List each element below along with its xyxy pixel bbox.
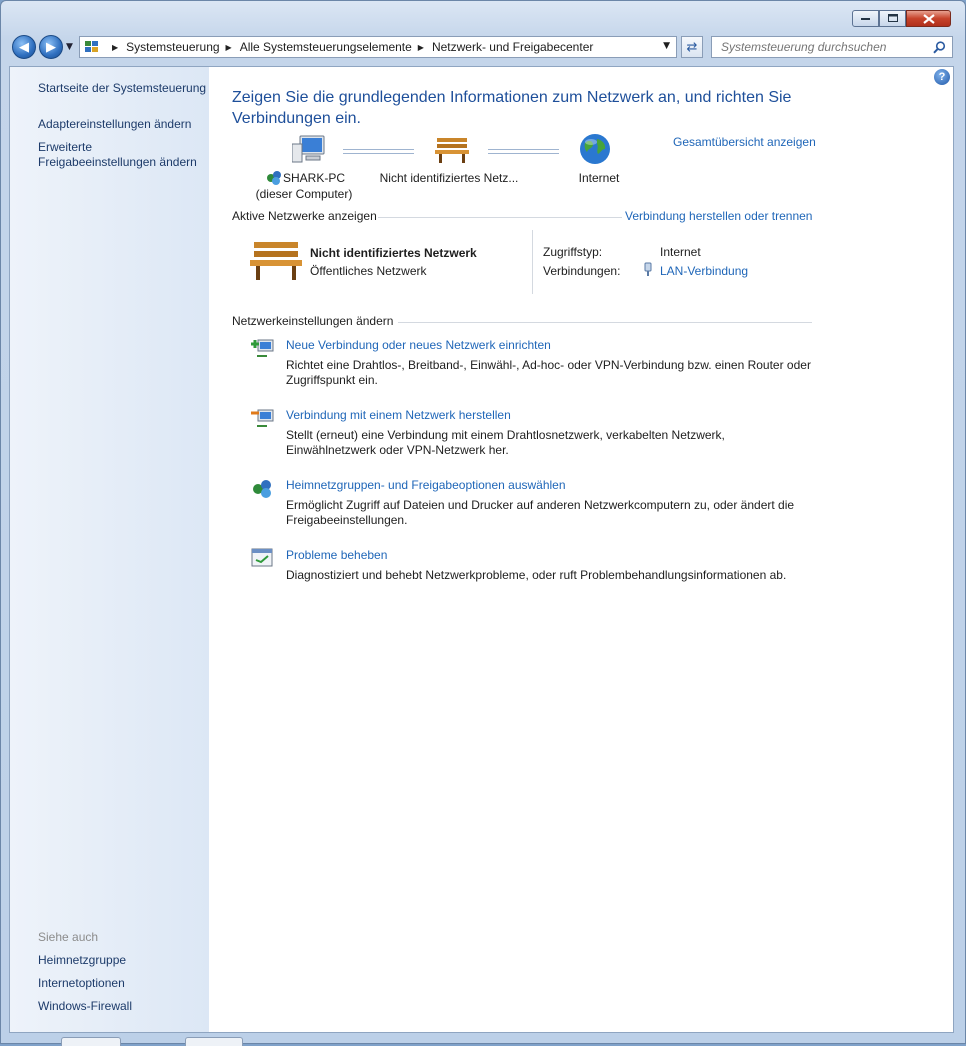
task-homegroup-sharing-desc: Ermöglicht Zugriff auf Dateien und Drucker auf anderen Netzwerkcomputern zu, oder ändert die Freigabeeinstellungen. bbox=[286, 498, 795, 527]
see-also-internet-options[interactable]: Internetoptionen bbox=[38, 976, 125, 990]
minimize-button[interactable] bbox=[852, 10, 879, 27]
bench-icon bbox=[435, 136, 469, 164]
task-connect-network-desc: Stellt (erneut) eine Verbindung mit einem Drahtlosnetzwerk, verkabelten Netzwerk, Einwählnetzwerk oder VPN-Netzwerk her. bbox=[286, 428, 725, 457]
map-connector-line bbox=[343, 149, 414, 154]
vertical-divider bbox=[532, 230, 533, 294]
connect-disconnect-link[interactable]: Verbindung herstellen oder trennen bbox=[625, 209, 813, 223]
task-troubleshoot[interactable]: Probleme beheben bbox=[286, 548, 388, 562]
homegroup-icon bbox=[251, 477, 275, 499]
close-icon bbox=[923, 14, 935, 24]
ethernet-connection-icon[interactable] bbox=[643, 262, 653, 277]
task-homegroup-sharing[interactable]: Heimnetzgruppen- und Freigabeoptionen auswählen bbox=[286, 478, 566, 492]
connect-network-icon bbox=[251, 407, 275, 429]
task-setup-connection[interactable]: Neue Verbindung oder neues Netzwerk einrichten bbox=[286, 338, 551, 352]
sidebar-item-advanced-sharing[interactable]: Erweiterte Freigabeeinstellungen ändern bbox=[38, 140, 197, 169]
map-network-name[interactable]: Nicht identifiziertes Netz... bbox=[379, 171, 519, 185]
taskbar-button[interactable] bbox=[61, 1037, 121, 1046]
full-map-link[interactable]: Gesamtübersicht anzeigen bbox=[673, 135, 816, 149]
close-button[interactable] bbox=[906, 10, 951, 27]
sidebar-item-adapter-settings[interactable]: Adaptereinstellungen ändern bbox=[38, 117, 192, 131]
maximize-icon bbox=[888, 14, 898, 23]
back-button[interactable] bbox=[12, 35, 36, 59]
access-type-label: Zugriffstyp: bbox=[543, 245, 603, 259]
back-arrow-icon: ◀ bbox=[19, 39, 29, 55]
see-also-homegroup[interactable]: Heimnetzgruppe bbox=[38, 953, 127, 967]
forward-arrow-icon: ▶ bbox=[46, 39, 56, 55]
main-panel bbox=[209, 67, 953, 1032]
content-area bbox=[9, 66, 954, 1033]
task-troubleshoot-desc: Diagnostiziert und behebt Netzwerkprobleme, oder ruft Problembehandlungsinformationen ab. bbox=[286, 568, 787, 582]
task-setup-connection-desc: Richtet eine Drahtlos-, Breitband-, Einwähl-, Ad-hoc- oder VPN-Verbindung bzw. einen Router oder Zugriffspunkt ein. bbox=[286, 358, 811, 387]
address-bar[interactable] bbox=[79, 36, 677, 58]
control-panel-icon bbox=[84, 40, 100, 54]
breadcrumb-separator-icon[interactable]: ▶ bbox=[112, 42, 119, 52]
section-divider bbox=[398, 322, 812, 323]
breadcrumb-separator-icon[interactable]: ▶ bbox=[225, 42, 232, 52]
map-connector-line bbox=[488, 149, 559, 154]
see-also-heading: Siehe auch bbox=[38, 930, 99, 944]
sidebar-item-control-panel-home[interactable]: Startseite der Systemsteuerung bbox=[38, 81, 207, 95]
recent-pages-dropdown[interactable]: ▼ bbox=[66, 42, 73, 52]
computer-name[interactable]: SHARK-PC bbox=[283, 171, 346, 185]
computer-subtitle: (dieser Computer) bbox=[255, 187, 353, 201]
network-computer-icon bbox=[266, 170, 282, 186]
active-network-name: Nicht identifiziertes Netzwerk bbox=[310, 246, 477, 260]
lan-connection-link[interactable]: LAN-Verbindung bbox=[660, 264, 749, 278]
breadcrumb-netzwerkcenter[interactable]: Netzwerk- und Freigabecenter bbox=[431, 40, 594, 54]
search-input[interactable] bbox=[719, 39, 933, 55]
troubleshoot-icon bbox=[251, 547, 275, 569]
minimize-icon bbox=[861, 17, 871, 21]
map-internet-label[interactable]: Internet bbox=[578, 171, 620, 185]
breadcrumb-systemsteuerung[interactable]: Systemsteuerung bbox=[126, 40, 220, 54]
section-divider bbox=[378, 217, 622, 218]
globe-icon bbox=[579, 133, 611, 165]
sidebar bbox=[10, 67, 209, 1032]
public-network-bench-icon bbox=[250, 239, 302, 283]
computer-icon bbox=[292, 134, 326, 166]
breadcrumb-alle-elemente[interactable]: Alle Systemsteuerungselemente bbox=[239, 40, 412, 54]
help-icon[interactable]: ? bbox=[934, 69, 950, 85]
network-settings-heading: Netzwerkeinstellungen ändern bbox=[232, 314, 394, 328]
maximize-button[interactable] bbox=[879, 10, 906, 27]
caption-buttons bbox=[852, 10, 951, 27]
breadcrumb-separator-icon[interactable]: ▶ bbox=[417, 42, 424, 52]
access-type-value: Internet bbox=[660, 245, 701, 259]
new-connection-icon bbox=[251, 337, 275, 359]
search-box[interactable] bbox=[711, 36, 953, 58]
refresh-button[interactable] bbox=[681, 36, 703, 58]
see-also-windows-firewall[interactable]: Windows-Firewall bbox=[38, 999, 133, 1013]
network-location-type[interactable]: Öffentliches Netzwerk bbox=[310, 264, 427, 278]
address-dropdown-icon[interactable]: ▼ bbox=[663, 41, 670, 51]
search-icon[interactable] bbox=[933, 41, 946, 54]
connections-label: Verbindungen: bbox=[543, 264, 621, 278]
active-networks-heading: Aktive Netzwerke anzeigen bbox=[232, 209, 377, 223]
task-connect-network[interactable]: Verbindung mit einem Netzwerk herstellen bbox=[286, 408, 511, 422]
navigation-toolbar bbox=[9, 34, 957, 60]
taskbar-button[interactable] bbox=[185, 1037, 243, 1046]
refresh-icon: ⇄ bbox=[686, 39, 698, 55]
forward-button[interactable] bbox=[39, 35, 63, 59]
page-title: Zeigen Sie die grundlegenden Informationen zum Netzwerk an, und richten Sie Verbindungen ein. bbox=[232, 89, 792, 127]
